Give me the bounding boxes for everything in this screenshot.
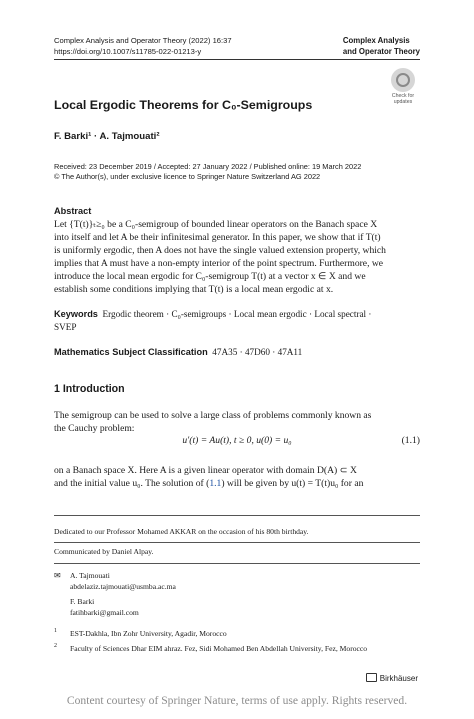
intro-paragraph — [54, 409, 420, 435]
paper-title: Local Ergodic Theorems for C₀-Semigroups — [54, 98, 313, 112]
equation-1-1 — [54, 435, 420, 448]
publisher-logo — [366, 673, 418, 683]
author-name: F. Barki — [70, 597, 95, 606]
journal-header — [54, 35, 232, 57]
abstract-line: implies that A must have a non-empty interior of the point spectrum. Furthermore, we — [54, 258, 384, 269]
keywords-label: Keywords — [54, 309, 98, 319]
intro-line-part: ) will be given by u(t) = T(t)u₀ for an — [221, 478, 364, 489]
check-for-updates-badge[interactable] — [388, 68, 418, 105]
publication-history — [54, 162, 361, 182]
abstract-body — [54, 218, 420, 296]
abstract-line: Let {T(t)}ₜ≥₀ be a C₀-semigroup of bounded linear operators on the Banach space X — [54, 219, 378, 230]
header-divider — [54, 59, 420, 60]
publisher-name: Birkhäuser — [379, 674, 418, 683]
msc-label: Mathematics Subject Classification — [54, 347, 208, 357]
intro-line: on a Banach space X. Here A is a given linear operator with domain D(A) ⊂ X — [54, 465, 357, 476]
journal-title — [343, 35, 420, 57]
affiliation-number: 2 — [54, 643, 57, 649]
footnote-divider — [54, 515, 420, 516]
keywords-line-2: SVEP — [54, 321, 77, 332]
dates-line: Received: 23 December 2019 / Accepted: 27 January 2022 / Published online: 19 March 2022 — [54, 162, 362, 171]
equation-number: (1.1) — [401, 435, 420, 446]
affiliation-number: 1 — [54, 628, 57, 634]
keywords-line-1: Ergodic theorem · C₀-semigroups · Local mean ergodic · Local spectral · — [102, 309, 372, 319]
journal-title-line-2: and Operator Theory — [342, 47, 420, 56]
abstract-heading: Abstract — [54, 206, 92, 216]
intro-line: The semigroup can be used to solve a large class of problems commonly known as — [54, 410, 372, 421]
equation-reference-link[interactable]: 1.1 — [209, 478, 222, 489]
affiliation-text: Faculty of Sciences Dhar EIM ahraz. Fez, Sidi Mohamed Ben Abdellah University, Fez, Morocco — [70, 644, 368, 653]
abstract-line: into itself and let A be their infinitesimal generator. In this paper, we show that if T(t) — [54, 232, 381, 243]
abstract-line: is uniformly ergodic, then A does not have the single valued extension property, which — [54, 245, 386, 256]
keywords — [54, 308, 420, 333]
section-heading: 1 Introduction — [54, 383, 125, 395]
dedication-note: Dedicated to our Professor Mohamed AKKAR on the occasion of his 80th birthday. — [54, 527, 309, 536]
equation-expression: u′(t) = Au(t), t ≥ 0, u(0) = u₀ — [182, 435, 292, 446]
author-email[interactable]: fatihbarki@gmail.com — [70, 607, 139, 617]
update-icon — [391, 68, 415, 92]
author-list: F. Barki¹ · A. Tajmouati² — [54, 131, 160, 142]
author-name: A. Tajmouati — [70, 571, 110, 580]
journal-citation: Complex Analysis and Operator Theory (2022) 16:37 — [54, 36, 232, 45]
birkhauser-icon — [366, 673, 377, 682]
page-footer: Content courtesy of Springer Nature, terms of use apply. Rights reserved. — [66, 694, 408, 707]
author-email[interactable]: abdelaziz.tajmouati@usmba.ac.ma — [70, 581, 176, 591]
communicated-note: Communicated by Daniel Alpay. — [54, 547, 154, 556]
affiliation-text: EST-Dakhla, Ibn Zohr University, Agadir, Morocco — [70, 629, 227, 638]
intro-line-part: and the initial value u₀. The solution of ( — [54, 478, 210, 489]
journal-title-line-1: Complex Analysis — [342, 36, 410, 45]
badge-line-2: updates — [393, 99, 413, 105]
footnote-divider — [54, 563, 420, 564]
copyright-line: © The Author(s), under exclusive licence to Springer Nature Switzerland AG 2022 — [54, 172, 321, 181]
abstract-line: introduce the local mean ergodic for C₀-semigroup T(t) at a vector x ∈ X and we — [54, 271, 366, 282]
intro-line: the Cauchy problem: — [54, 423, 135, 434]
doi-link[interactable]: https://doi.org/10.1007/s11785-022-01213-y — [54, 47, 202, 56]
msc-classification — [54, 347, 302, 357]
abstract-line: establish some conditions implying that T(t) is a local mean ergodic at x. — [54, 284, 334, 295]
msc-codes: 47A35 · 47D60 · 47A11 — [212, 347, 303, 357]
envelope-icon: ✉ — [54, 571, 61, 580]
intro-paragraph-continued — [54, 464, 420, 490]
badge-line-1: Check for — [391, 93, 415, 99]
footnote-divider — [54, 542, 420, 543]
